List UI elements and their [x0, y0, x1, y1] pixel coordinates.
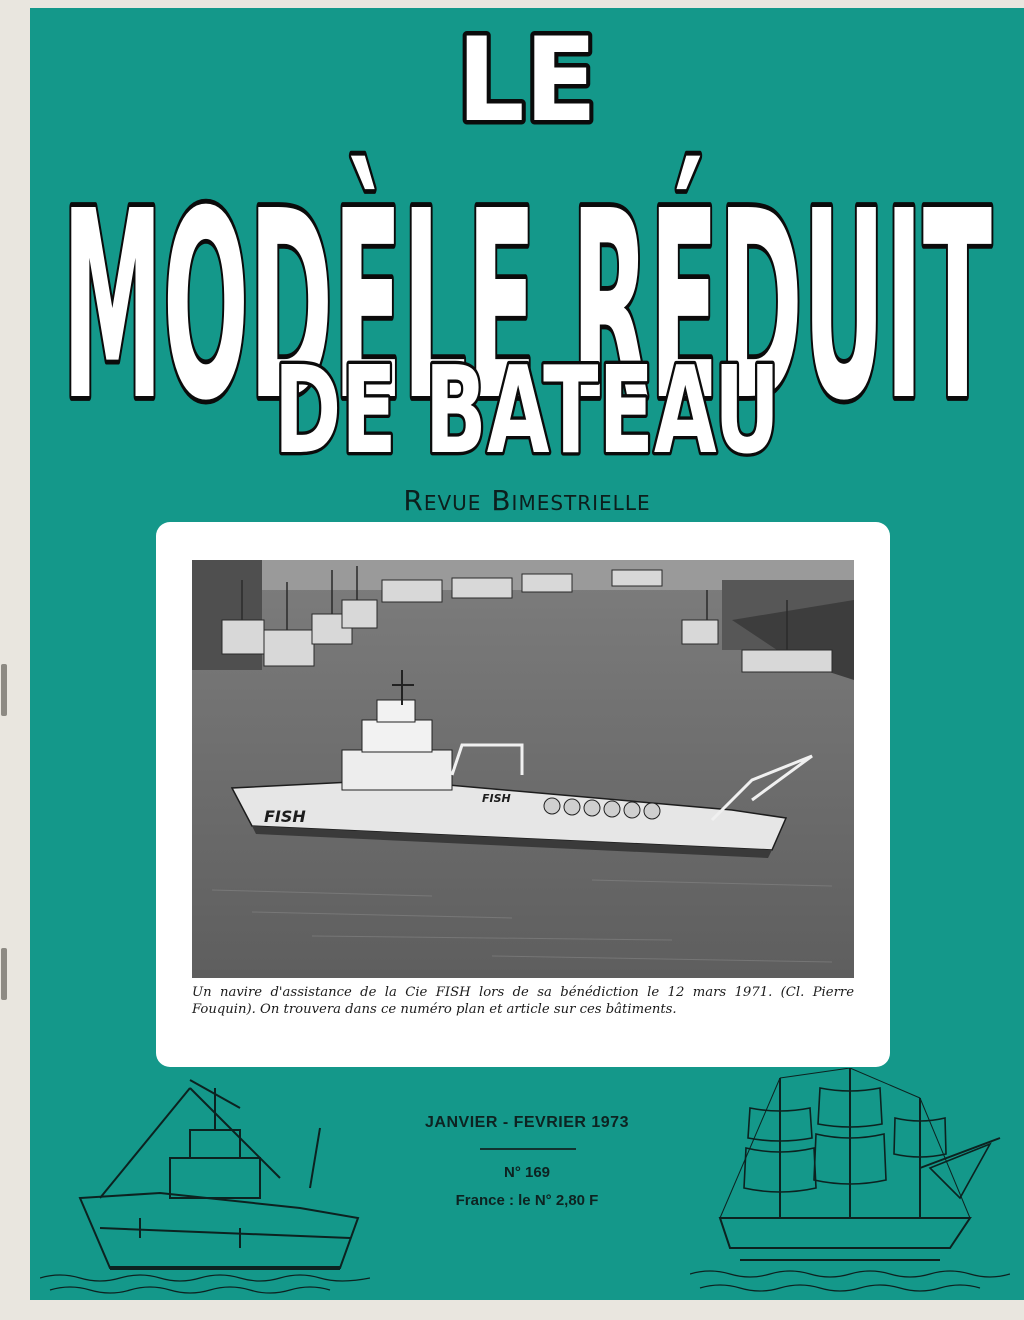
issue-divider [480, 1148, 576, 1150]
issue-number: N° 169 [503, 1164, 551, 1181]
masthead-title [30, 8, 1024, 488]
photo-caption: Un navire d'assistance de la Cie FISH lors de sa bénédiction le 12 mars 1971. (Cl. Pierre Fouquin). On trouvera dans ce numéro plan et article sur ces bâtiments. [192, 985, 854, 1017]
title-line-le: LE [457, 13, 597, 148]
magazine-cover [30, 8, 1024, 1300]
staple [1, 664, 7, 716]
hull-lettering-small: FISH [482, 792, 511, 805]
staple [1, 948, 7, 1000]
subtitle: Revue Bimestrielle [403, 484, 651, 517]
cover-photo [192, 560, 854, 978]
title-line-modele-reduit: MODÈLE RÉDUIT [62, 155, 993, 458]
issue-price: France : le N° 2,80 F [455, 1192, 599, 1209]
sailing-ship-drawing [690, 1068, 1010, 1300]
hull-lettering: FISH [264, 807, 306, 826]
photo-frame [156, 522, 890, 1067]
trawler-drawing [40, 1068, 370, 1300]
issue-date: JANVIER - FEVRIER 1973 [425, 1114, 629, 1131]
title-line-de-bateau: DE BATEAU [274, 341, 780, 481]
